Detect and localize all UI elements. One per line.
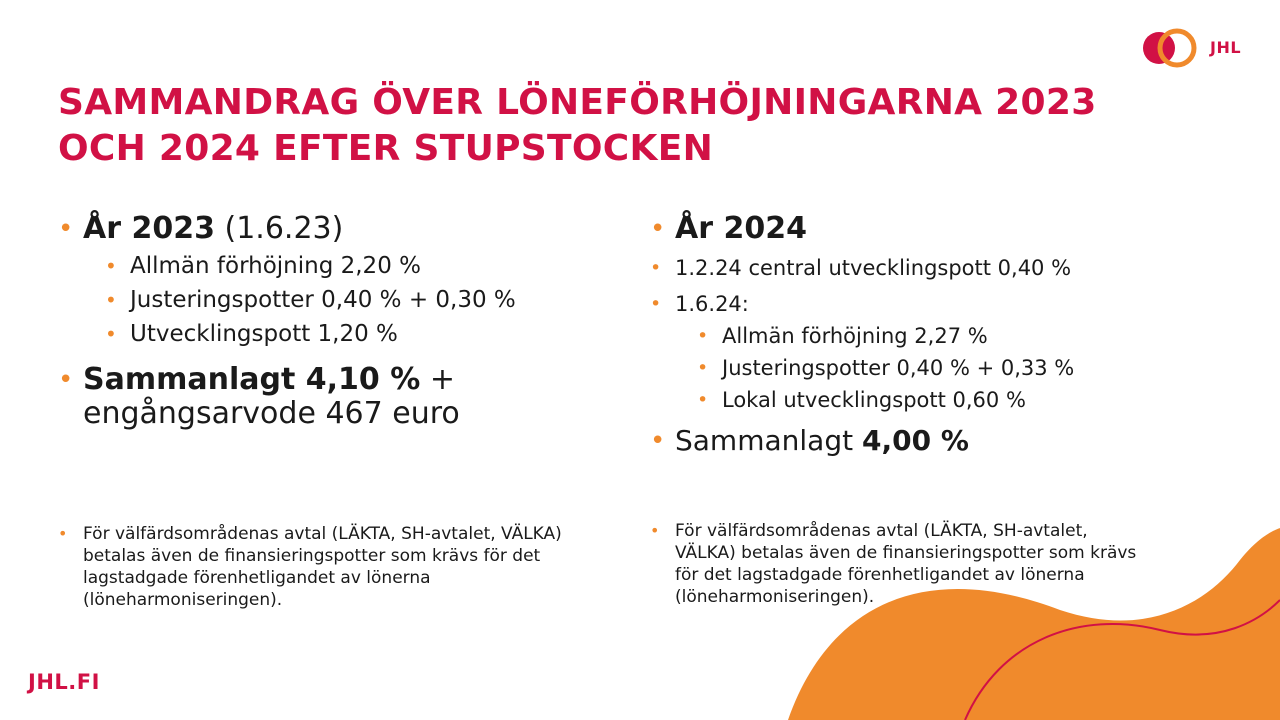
total-2024: • Sammanlagt 4,00 %	[650, 424, 1170, 458]
list-item: • 1.2.24 central utvecklingspott 0,40 %	[650, 252, 1170, 284]
footnote-left: • För välfärdsområdenas avtal (LÄKTA, SH-avtalet, VÄLKA) betalas även de finansieringspotter som krävs för det lagstadgade förenhetligandet av lönerna (löneharmoniseringen).	[58, 523, 578, 611]
title-line-1: SAMMANDRAG ÖVER LÖNEFÖRHÖJNINGARNA 2023	[58, 82, 1097, 123]
logo-text: JHL	[1210, 38, 1242, 57]
footnote-right: • För välfärdsområdenas avtal (LÄKTA, SH-avtalet, VÄLKA) betalas även de finansieringspotter som krävs för det lagstadgade förenhetligandet av lönerna (löneharmoniseringen).	[650, 520, 1140, 608]
year-2024-heading: • År 2024	[650, 212, 1170, 246]
list-item: • 1.6.24:	[650, 288, 1170, 320]
list-item: • Justeringspotter 0,40 % + 0,30 %	[105, 283, 618, 317]
right-column	[650, 212, 1170, 608]
title-line-2: OCH 2024 EFTER STUPSTOCKEN	[58, 128, 714, 169]
page-title	[58, 80, 1158, 172]
left-column	[58, 212, 618, 611]
list-item: • Allmän förhöjning 2,27 %	[697, 320, 1170, 352]
total-2023: • Sammanlagt 4,10 % + engångsarvode 467 euro	[58, 363, 618, 431]
list-item: • Lokal utvecklingspott 0,60 %	[697, 384, 1170, 416]
list-item: • Utvecklingspott 1,20 %	[105, 317, 618, 351]
footer-link[interactable]: JHL.FI	[28, 670, 100, 694]
year-2023-heading: • År 2023 (1.6.23)	[58, 212, 618, 246]
list-item: • Justeringspotter 0,40 % + 0,33 %	[697, 352, 1170, 384]
list-item: • Allmän förhöjning 2,20 %	[105, 249, 618, 283]
